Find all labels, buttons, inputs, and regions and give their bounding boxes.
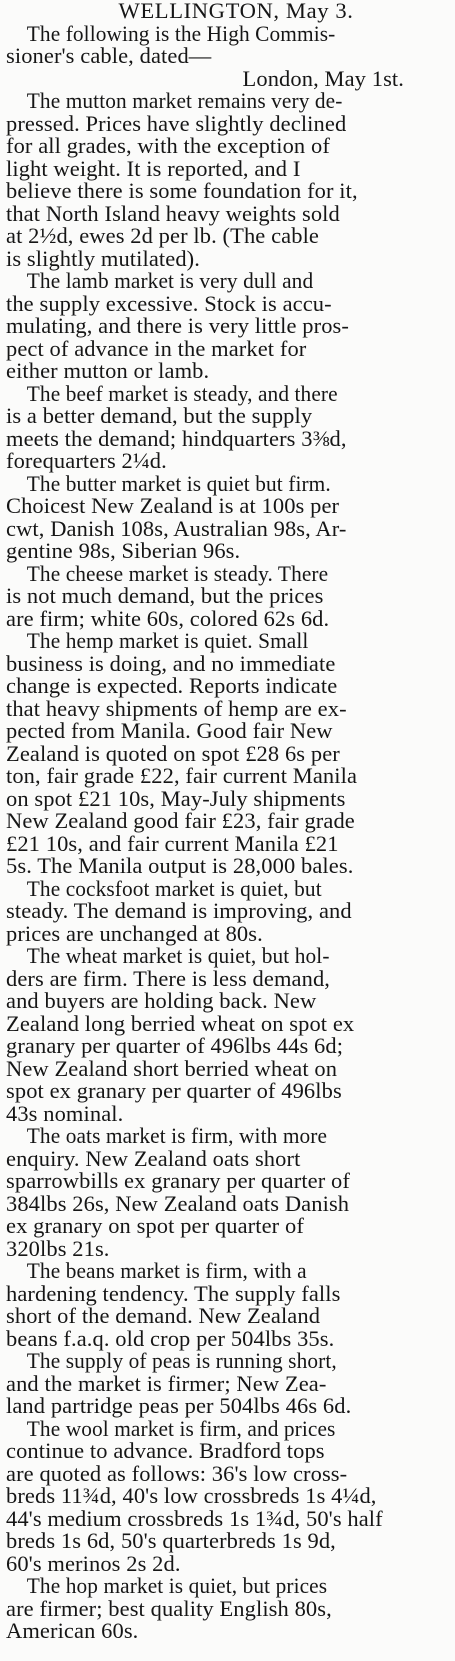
paragraph-line: mulating, and there is very little pros- — [6, 313, 349, 338]
paragraph-line: 60's merinos 2s 2d. — [6, 1550, 181, 1576]
paragraph-line: sparrowbills ex granary per quarter of — [6, 1168, 350, 1193]
paragraph-line: pressed. Prices have slightly declined — [6, 110, 347, 136]
paragraph-line: that heavy shipments of hemp are ex- — [6, 695, 347, 721]
paragraph-line: for all grades, with the exception of — [6, 133, 330, 158]
paragraph-line: Choicest New Zealand is at 100s per — [6, 493, 340, 518]
article-paragraph — [6, 20, 446, 91]
article-paragraph — [6, 470, 446, 563]
paragraph-line: are quoted as follows: 36's low cross- — [6, 1460, 348, 1486]
paragraph-line: are firmer; best quality English 80s, — [6, 1595, 332, 1621]
paragraph-line: ex granary on spot per quarter of — [6, 1213, 304, 1238]
paragraph-line: The butter market is quiet but firm. — [26, 470, 331, 496]
paragraph-line: The beef market is steady, and there — [26, 380, 338, 406]
paragraph-line: The mutton market remains very de- — [26, 88, 343, 113]
paragraph-line: The supply of peas is running short, — [26, 1348, 337, 1373]
paragraph-line: The beans market is firm, with a — [26, 1258, 307, 1283]
paragraph-line: pect of advance in the market for — [6, 335, 307, 361]
paragraph-line: prices are unchanged at 80s. — [6, 920, 263, 946]
paragraph-line: The following is the High Commis- — [26, 20, 336, 46]
paragraph-line: 5s. The Manila output is 28,000 bales. — [6, 853, 354, 878]
paragraph-line: London, May 1st. — [242, 65, 404, 91]
paragraph-line: Zealand is quoted on spot £28 6s per — [6, 740, 340, 766]
paragraph-line: 320lbs 21s. — [6, 1235, 110, 1261]
article-paragraph — [6, 90, 446, 270]
paragraph-line: ders are firm. There is less demand, — [6, 965, 331, 991]
paragraph-line: The lamb market is very dull and — [26, 268, 314, 293]
paragraph-line: 43s nominal. — [6, 1100, 124, 1126]
paragraph-line: business is doing, and no immediate — [6, 650, 336, 676]
paragraph-line: is not much demand, but the prices — [6, 583, 324, 608]
paragraph-line: and the market is firmer; New Zea- — [6, 1370, 327, 1396]
paragraph-line: spot ex granary per quarter of 496lbs — [6, 1078, 342, 1103]
paragraph-line: light weight. It is reported, and I — [6, 155, 301, 181]
paragraph-line: The wool market is firm, and prices — [26, 1415, 336, 1441]
paragraph-line: enquiry. New Zealand oats short — [6, 1145, 301, 1171]
paragraph-line: Zealand long berried wheat on spot ex — [6, 1010, 355, 1036]
paragraph-line: are firm; white 60s, colored 62s 6d. — [6, 605, 330, 631]
paragraph-line: breds 11¾d, 40's low crossbreds 1s 4¼d, — [6, 1483, 377, 1508]
paragraph-line: pected from Manila. Good fair New — [6, 718, 333, 743]
paragraph-line: believe there is some foundation for it, — [6, 178, 358, 203]
paragraph-line: beans f.a.q. old crop per 504lbs 35s. — [6, 1325, 335, 1351]
paragraph-line: The oats market is firm, with more — [26, 1123, 328, 1148]
article-paragraph — [6, 1575, 446, 1643]
paragraph-line: gentine 98s, Siberian 96s. — [6, 538, 241, 563]
paragraph-line: 44's medium crossbreds 1s 1¾d, 50's half — [6, 1505, 383, 1531]
paragraph-line: The hemp market is quiet. Small — [26, 628, 309, 653]
paragraph-line: continue to advance. Bradford tops — [6, 1438, 325, 1463]
dateline: WELLINGTON, May 3. — [118, 0, 354, 23]
paragraph-line: hardening tendency. The supply falls — [6, 1280, 341, 1306]
paragraph-line: granary per quarter of 496lbs 44s 6d; — [6, 1033, 344, 1058]
paragraph-line: The wheat market is quiet, but hol- — [26, 943, 330, 968]
paragraph-line: meets the demand; hindquarters 3⅜d, — [6, 425, 347, 451]
article-paragraph — [6, 380, 446, 473]
paragraph-line: American 60s. — [6, 1618, 139, 1643]
paragraph-line: ton, fair grade £22, fair current Manila — [6, 763, 358, 788]
paragraph-line: on spot £21 10s, May-July shipments — [6, 785, 346, 811]
paragraph-line: at 2½d, ewes 2d per lb. (The cable — [6, 223, 320, 248]
paragraph-line: £21 10s, and fair current Manila £21 — [6, 830, 339, 856]
article-paragraph — [6, 1260, 446, 1350]
article-paragraph — [6, 270, 446, 383]
paragraph-line: The cheese market is steady. There — [26, 560, 329, 586]
paragraph-line: New Zealand good fair £23, fair grade — [6, 808, 355, 833]
paragraph-line: that North Island heavy weights sold — [6, 200, 340, 226]
paragraph-line: The cocksfoot market is quiet, but — [26, 875, 322, 901]
article-paragraph — [6, 945, 446, 1125]
paragraph-line: is a better demand, but the supply — [6, 403, 313, 428]
paragraph-line: steady. The demand is improving, and — [6, 898, 352, 923]
article-paragraph — [6, 560, 446, 631]
article-paragraph — [6, 1125, 446, 1260]
paragraph-line: and buyers are holding back. New — [6, 988, 317, 1013]
paragraph-line: land partridge peas per 504lbs 46s 6d. — [6, 1393, 352, 1418]
article-paragraph — [6, 630, 446, 878]
paragraph-line: the supply excessive. Stock is accu- — [6, 290, 332, 316]
article-body — [6, 20, 446, 1643]
paragraph-line: forequarters 2¼d. — [6, 448, 167, 473]
paragraph-line: 384lbs 26s, New Zealand oats Danish — [6, 1190, 350, 1216]
paragraph-line: is slightly mutilated). — [6, 245, 200, 271]
paragraph-line: The hop market is quiet, but prices — [26, 1573, 328, 1598]
paragraph-line: sioner's cable, dated— — [6, 43, 212, 68]
paragraph-line: New Zealand short berried wheat on — [6, 1055, 338, 1081]
paragraph-line: either mutton or lamb. — [6, 358, 210, 383]
paragraph-line: change is expected. Reports indicate — [6, 673, 338, 698]
article-paragraph — [6, 875, 446, 946]
newspaper-column — [6, 0, 446, 1643]
article-paragraph — [6, 1415, 446, 1576]
paragraph-line: cwt, Danish 108s, Australian 98s, Ar- — [6, 515, 347, 541]
article-paragraph — [6, 1350, 446, 1418]
paragraph-line: short of the demand. New Zealand — [6, 1303, 321, 1328]
paragraph-line: breds 1s 6d, 50's quarterbreds 1s 9d, — [6, 1528, 336, 1553]
